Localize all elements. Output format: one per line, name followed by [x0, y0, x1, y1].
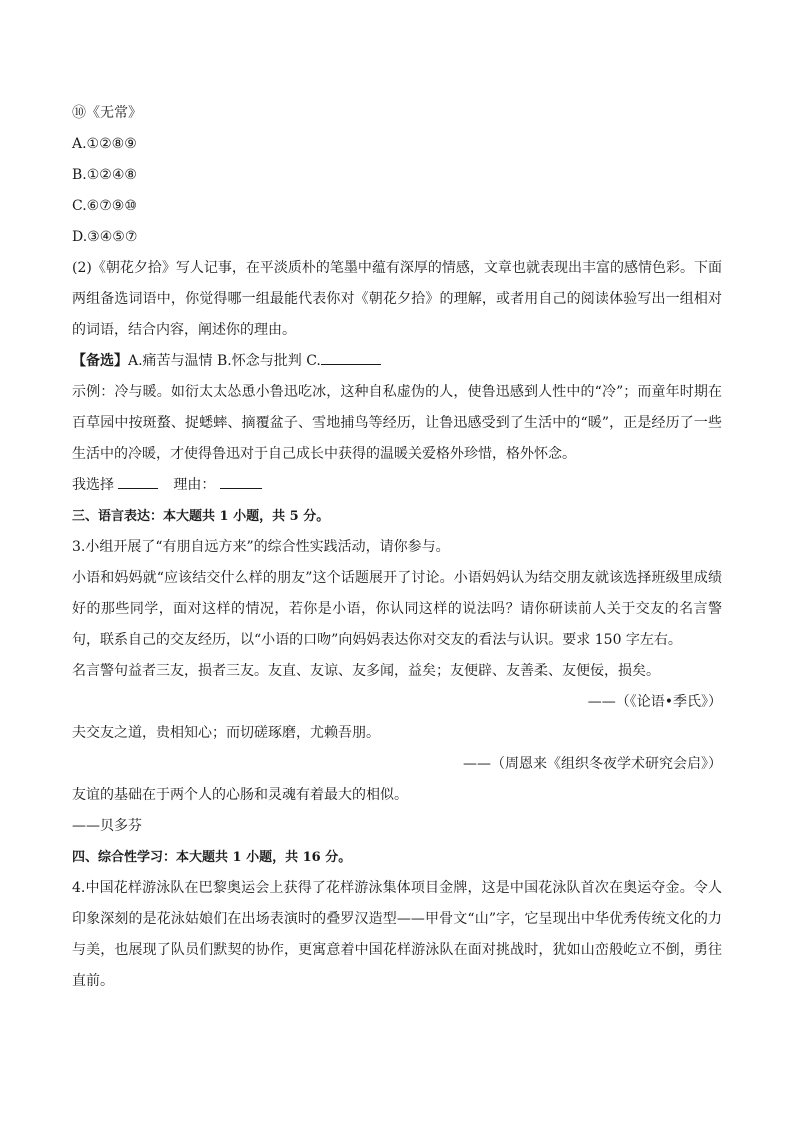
choose-label: 我选择: [72, 477, 114, 493]
option-b: B.①②④⑧: [72, 167, 137, 183]
document-page: [72, 98, 722, 997]
question-4-body: 4.中国花样游泳队在巴黎奥运会上获得了花样游泳集体项目金牌，这是中国花泳队首次在奥运夺金。令人印象深刻的是花泳姑娘们在出场表演时的叠罗汉造型——甲骨文“山”字，它呈现出中华优秀传统文化的力与美，也展现了队员们默契的协作，更寓意着中国花样游泳队在面对挑战时，犹如山峦般屹立不倒，勇往直前。: [72, 880, 722, 989]
options-text: A.痛苦与温情 B.怀念与批判 C.: [128, 353, 321, 369]
list-item-10: ⑩《无常》: [72, 105, 142, 121]
question-3-title: 3.小组开展了“有朋自远方来”的综合性实践活动，请你参与。: [72, 539, 450, 555]
reason-blank[interactable]: [220, 473, 262, 489]
quote-3-source: ——贝多芬: [72, 818, 142, 834]
option-a: A.①②⑧⑨: [72, 136, 137, 152]
question-3-body: 小语和妈妈就“应该结交什么样的朋友”这个话题展开了讨论。小语妈妈认为结交朋友就该选择班级里成绩好的那些同学，面对这样的情况，若你是小语，你认同这样的说法吗？请你研读前人关于交友的名言警句，联系自己的交友经历，以“小语的口吻”向妈妈表达你对交友的看法与认识。要求 150 字左右。: [72, 570, 722, 648]
choose-blank[interactable]: [118, 473, 158, 489]
option-d: D.③④⑤⑦: [72, 229, 138, 245]
question-2-options: [72, 346, 722, 377]
section-3-heading: 三、语言表达：本大题共 1 小题，共 5 分。: [72, 509, 330, 524]
reason-label: 理由：: [173, 477, 216, 493]
options-label: 【备选】: [72, 353, 128, 369]
quote-3: 友谊的基础在于两个人的心肠和灵魂有着最大的相似。: [72, 787, 408, 803]
quote-2: 夫交友之道，贵相知心；而切磋琢磨，尤赖吾朋。: [72, 725, 380, 741]
quote-2-source: ——（周恩来《组织冬夜学术研究会启》）: [463, 756, 722, 772]
question-2-answer: [72, 470, 722, 501]
section-4-heading: 四、综合性学习：本大题共 1 小题，共 16 分。: [72, 850, 352, 865]
option-c: C.⑥⑦⑨⑩: [72, 198, 137, 214]
question-2-example: 示例：冷与暖。如衍太太怂恿小鲁迅吃冰，这种自私虚伪的人，使鲁迅感到人性中的“冷”；而童年时期在百草园中按斑蝥、捉蟋蟀、摘覆盆子、雪地捕鸟等经历，让鲁迅感受到了生活中的“暖”，正是经历了一些生活中的冷暖，才使得鲁迅对于自己成长中获得的温暖关爱格外珍惜，格外怀念。: [72, 384, 722, 462]
option-c-blank[interactable]: [321, 349, 381, 365]
quote-1-source: ——（《论语•季氏》）: [587, 694, 722, 710]
quote-1: 名言警句益者三友，损者三友。友直、友谅、友多闻，益矣；友便辟、友善柔、友便佞，损矣。: [72, 663, 660, 679]
question-2-stem: (2)《朝花夕拾》写人记事，在平淡质朴的笔墨中蕴有深厚的情感，文章也就表现出丰富的感情色彩。下面两组备选词语中，你觉得哪一组最能代表你对《朝花夕拾》的理解，或者用自己的阅读体验写出一组相对的词语，结合内容，阐述你的理由。: [72, 260, 722, 338]
